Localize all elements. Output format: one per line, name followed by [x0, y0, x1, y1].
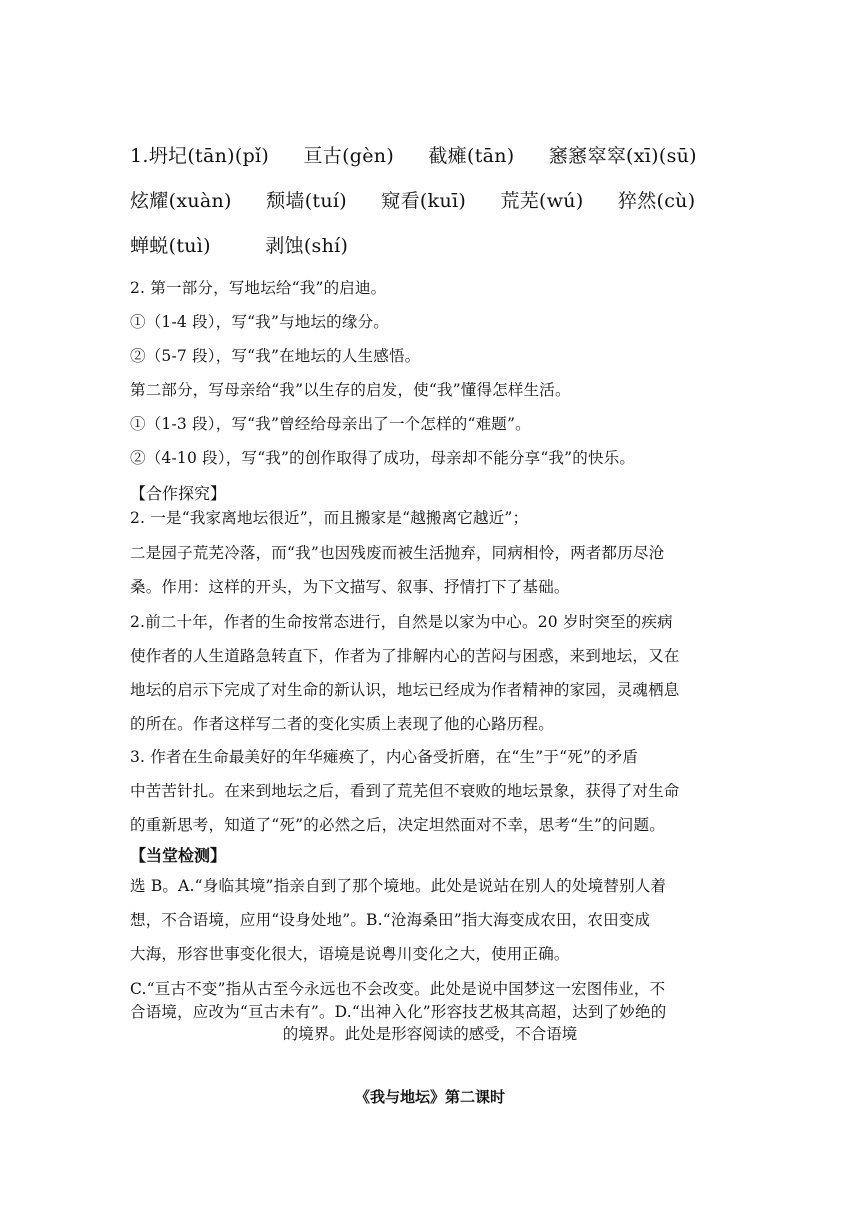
text-line: C.“亘古不变”指从古至今永远也不会改变。此处是说中国梦这一宏图伟业，不 [130, 980, 666, 998]
text-line: ②（4-10 段），写“我”的创作取得了成功，母亲却不能分享“我”的快乐。 [130, 449, 636, 467]
pinyin-item: 炫耀(xuàn) [130, 190, 232, 212]
text-line: 第二部分，写母亲给“我”以生存的启发，使“我”懂得怎样生活。 [130, 381, 571, 399]
pinyin-item: 剥蚀(shí) [265, 235, 349, 257]
text-line: 桑。作用：这样的开头，为下文描写、叙事、抒情打下了基础。 [130, 578, 570, 596]
text-line: 想，不合语境，应用“设身处地”。B.“沧海桑田”指大海变成农田，农田变成 [130, 911, 651, 929]
text-line-centered: 的境界。此处是形容阅读的感受，不合语境 [282, 1025, 578, 1043]
pinyin-row-2 [130, 186, 723, 213]
text-line: 中苦苦针扎。在来到地坛之后，看到了荒芜但不衰败的地坛景象，获得了对生命 [130, 782, 680, 800]
pinyin-item: 荒芜(wú) [500, 190, 584, 212]
text-line: ①（1-3 段），写“我”曾经给母亲出了一个怎样的“难题”。 [130, 415, 531, 433]
text-line: 的重新思考，知道了“死”的必然之后，决定坦然面对不幸，思考“生”的问题。 [130, 816, 665, 834]
text-line: 选 B。A.“身临其境”指亲自到了那个境地。此处是说站在别人的处境替别人着 [130, 877, 667, 895]
text-line: 使作者的人生道路急转直下，作者为了排解内心的苦闷与困惑，来到地坛，又在 [130, 647, 680, 665]
pinyin-item: 蝉蜕(tuì) [130, 235, 211, 257]
text-line: 2.前二十年，作者的生命按常态进行，自然是以家为中心。20 岁时突至的疾病 [130, 613, 673, 631]
pinyin-item: 截瘫(tān) [428, 145, 515, 167]
lesson-title: 《我与地坛》第二课时 [354, 1088, 505, 1106]
pinyin-item: 1.坍圮(tān)(pǐ) [130, 145, 270, 167]
text-line: 2. 一是“我家离地坛很近”，而且搬家是“越搬离它越近”； [130, 509, 529, 527]
pinyin-item: 猝然(cù) [617, 190, 696, 212]
pinyin-item: 窸窸窣窣(xī)(sū) [548, 145, 697, 167]
text-line: 地坛的启示下完成了对生命的新认识，地坛已经成为作者精神的家园，灵魂栖息 [130, 681, 680, 699]
text-line: ①（1-4 段），写“我”与地坛的缘分。 [130, 313, 389, 331]
text-line: 二是园子荒芜冷落，而“我”也因残废而被生活抛弃，同病相怜，两者都历尽沧 [130, 544, 665, 562]
text-line: 3. 作者在生命最美好的年华瘫痪了，内心备受折磨，在“生”于“死”的矛盾 [130, 748, 639, 766]
pinyin-item: 窥看(kuī) [381, 190, 467, 212]
text-line: 2. 第一部分，写地坛给“我”的启迪。 [130, 279, 387, 297]
pinyin-item: 颓墙(tuí) [266, 190, 347, 212]
text-line: 的所在。作者这样写二者的变化实质上表现了他的心路历程。 [130, 715, 554, 733]
pinyin-row-3 [130, 231, 376, 258]
section-heading-coop: 【合作探究】 [130, 484, 227, 503]
pinyin-row-1 [130, 141, 725, 168]
text-line: 大海，形容世事变化很大，语境是说粤川变化之大，使用正确。 [130, 945, 570, 963]
section-heading-test: 【当堂检测】 [130, 846, 227, 865]
text-line: 合语境，应改为“亘古未有”。D.“出神入化”形容技艺极其高超，达到了妙绝的 [130, 1003, 667, 1021]
pinyin-item: 亘古(gèn) [303, 145, 395, 167]
text-line: ②（5-7 段），写“我”在地坛的人生感悟。 [130, 347, 421, 365]
